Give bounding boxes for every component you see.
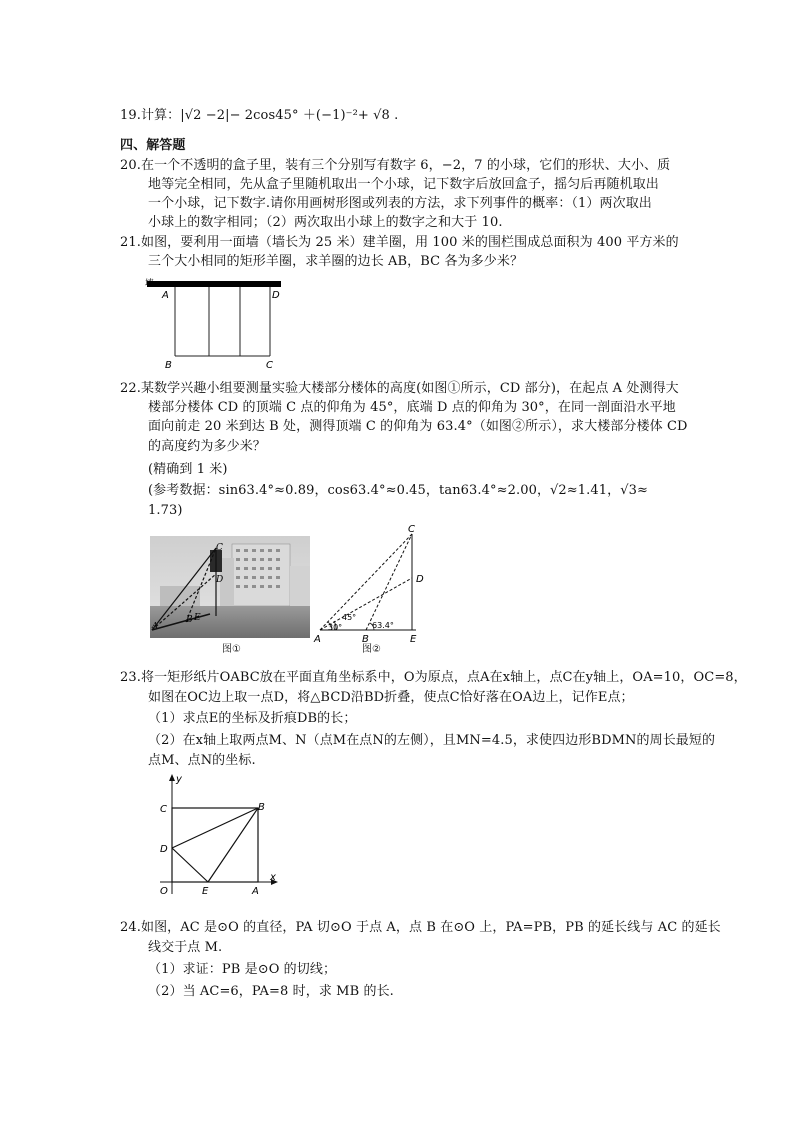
photo-point-c: C [216,543,223,553]
fig23-point-b: B [258,802,265,813]
question-20-line-4: 小球上的数字相同；（2）两次取出小球上的数字之和大于 10. [148,215,503,230]
photo-point-d: D [216,575,224,585]
fig2-point-a: A [314,634,321,645]
question-22-line-2: 楼部分楼体 CD 的顶端 C 点的仰角为 45°，底端 D 点的仰角为 30°，在同一剖面沿水平地 [148,400,676,415]
wall-bar [147,281,281,287]
point-d-label: D [272,290,280,301]
building-photo [150,536,310,638]
wall-label: 墙 [145,279,155,289]
question-24-line-3: （1）求证：PB 是⊙O 的切线； [148,962,337,977]
question-22-line-5: (精确到 1 米) [148,462,228,477]
question-23-line-4: （2）在x轴上取两点M、N（点M在点N的左侧），且MN=4.5，求使四边形BDMN的周长最短的 [148,733,716,748]
question-20-line-3: 一个小球，记下数字.请你用画树形图或列表的方法，求下列事件的概率：（1）两次取出 [148,196,652,211]
x-axis-label: x [270,872,276,883]
figure-1-caption: 图① [222,644,241,655]
fig23-point-o: O [160,886,168,897]
fig2-point-e: E [410,634,417,645]
point-c-label: C [266,360,273,371]
question-24-line-1: 24.如图，AC 是⊙O 的直径，PA 切⊙O 于点 A，点 B 在⊙O 上，PA=PB，PB 的延长线与 AC 的延长 [120,920,721,935]
sheep-pen-figure [145,276,290,372]
fig23-point-d: D [160,844,168,855]
photo-point-b: B [186,615,193,625]
fig2-angle-30: 30° [328,623,343,632]
question-19: 19.计算：|√2 −2|− 2cos45° ＋(−1)⁻²+ √8 . [120,108,399,123]
question-24-line-4: （2）当 AC=6，PA=8 时，求 MB 的长. [148,984,394,999]
question-22-line-6: (参考数据：sin63.4°≈0.89，cos63.4°≈0.45，tan63.4°≈2.00，√2≈1.41，√3≈ [148,483,648,498]
question-22-line-4: 的高度约为多少米？ [148,439,266,454]
y-axis-label: y [176,774,182,785]
question-23-line-2: 如图在OC边上取一点D，将△BCD沿BD折叠，使点C恰好落在OA边上，记作E点； [148,690,634,705]
photo-point-a: A [152,621,158,630]
question-20-line-2: 地等完全相同，先从盒子里随机取出一个小球，记下数字后放回盒子，摇匀后再随机取出 [148,177,659,192]
question-24-line-2: 线交于点 M. [148,940,223,955]
question-23-line-5: 点M、点N的坐标. [148,753,256,768]
fig2-point-b: B [362,634,369,645]
fig2-angle-45: 45° [342,613,357,622]
question-21-line-1: 21.如图，要利用一面墙（墙长为 25 米）建羊圈，用 100 米的围栏围成总面积为 400 平方米的 [120,235,679,250]
question-23-line-1: 23.将一矩形纸片OABC放在平面直角坐标系中，O为原点，点A在x轴上，点C在y轴上，OA=10，OC=8， [120,670,747,685]
section-title: 四、解答题 [120,138,186,153]
elevation-angle-figure [312,524,436,648]
coordinate-figure [156,774,280,900]
question-20-line-1: 20.在一个不透明的盒子里，装有三个分别写有数字 6，−2，7 的小球，它们的形状、大小、质 [120,158,671,173]
question-21-line-2: 三个大小相同的矩形羊圈，求羊圈的边长 AB，BC 各为多少米？ [148,254,524,269]
fig2-point-c: C [408,524,415,535]
figure-2-caption: 图② [362,644,381,655]
question-23-line-3: （1）求点E的坐标及折痕DB的长； [148,711,357,726]
point-b-label: B [165,360,172,371]
photo-point-e: E [194,613,201,623]
question-22-line-1: 22.某数学兴趣小组要测量实验大楼部分楼体的高度(如图①所示，CD 部分)，在起点 A 处测得大 [120,381,679,396]
fig23-point-e: E [202,886,209,897]
fig23-point-c: C [160,804,167,815]
question-22-line-3: 面向前走 20 米到达 B 处，测得顶端 C 的仰角为 63.4°（如图②所示），求大楼部分楼体 CD [148,419,688,434]
fig23-point-a: A [252,886,259,897]
fig2-point-d: D [416,574,424,585]
question-22-line-7: 1.73) [148,503,183,518]
point-a-label: A [162,290,169,301]
fig2-angle-634: 63.4° [372,621,394,630]
